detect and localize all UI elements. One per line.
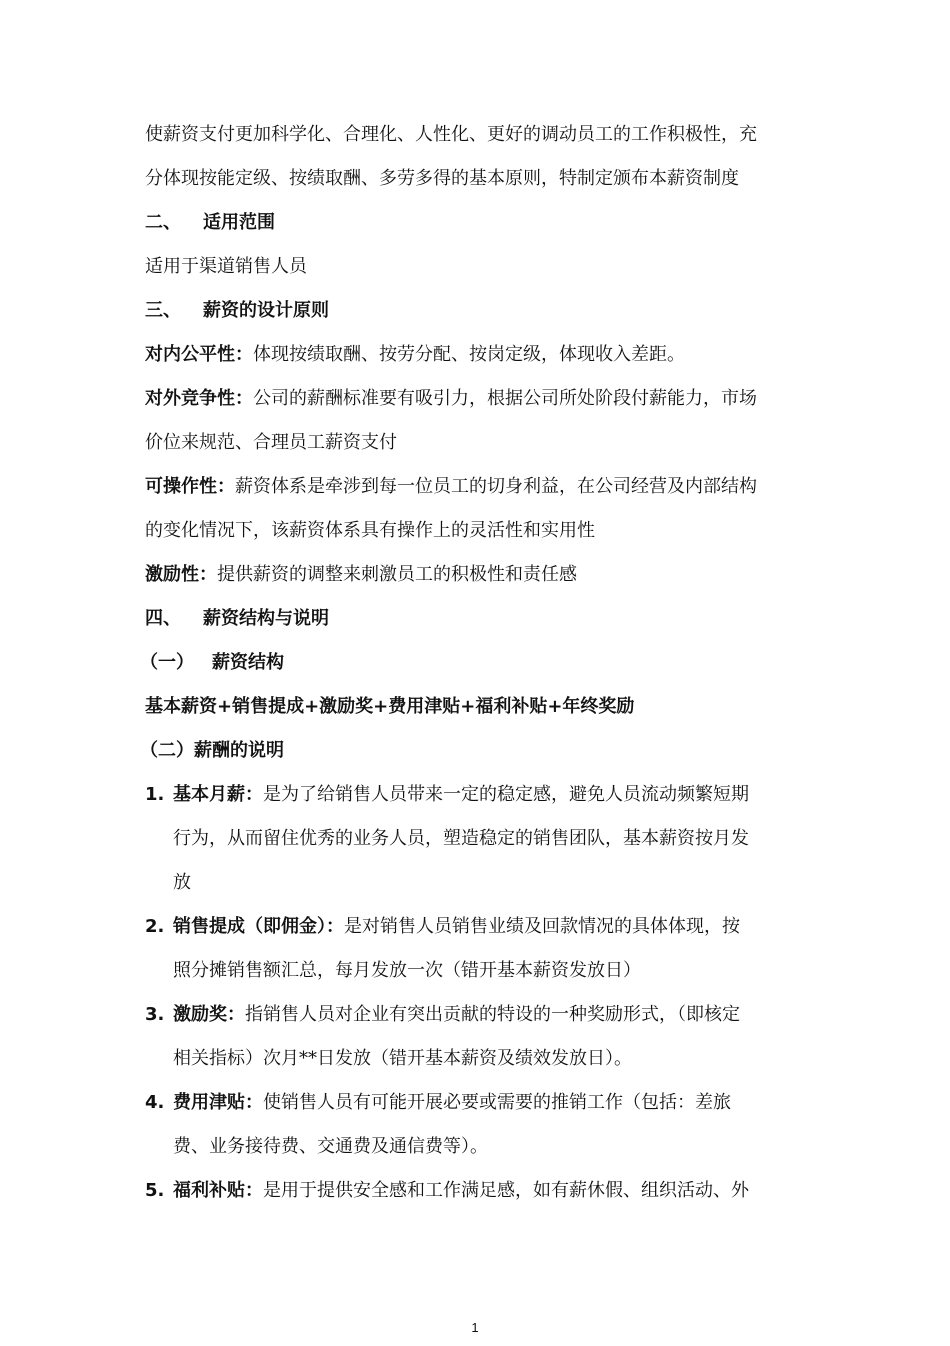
list-item-label: 费用津贴： (173, 1092, 263, 1113)
list-item (173, 1003, 740, 1027)
list-item (173, 1091, 731, 1115)
list-item-text: 是用于提供安全感和工作满足感，如有薪休假、组织活动、外 (263, 1180, 749, 1201)
principle-text-continued: 的变化情况下，该薪资体系具有操作上的灵活性和实用性 (145, 520, 595, 541)
section-heading-structure (145, 607, 329, 631)
list-item-text: 照分摊销售额汇总，每月发放一次（错开基本薪资发放日） (173, 960, 641, 981)
section-heading-scope (145, 211, 275, 235)
page-number: 1 (471, 1320, 479, 1335)
list-item-text: 相关指标）次月**日发放（错开基本薪资及绩效发放日）。 (173, 1048, 632, 1069)
list-item (173, 915, 740, 939)
section-title: 薪资的设计原则 (203, 300, 329, 321)
list-item (173, 1179, 749, 1203)
list-item-number: 5. (145, 1180, 165, 1201)
principle-text: 薪资体系是牵涉到每一位员工的切身利益，在公司经营及内部结构 (235, 476, 757, 497)
section-number: 二、 (145, 212, 181, 233)
subsection-heading-structure (140, 651, 284, 675)
list-item-text: 费、业务接待费、交通费及通信费等）。 (173, 1136, 488, 1157)
list-item-text: 是对销售人员销售业绩及回款情况的具体体现，按 (344, 916, 740, 937)
principle-label: 可操作性： (145, 476, 235, 497)
section-number: 三、 (145, 300, 181, 321)
section-heading-principles (145, 299, 329, 323)
scope-text: 适用于渠道销售人员 (145, 256, 307, 277)
list-item-text: 是为了给销售人员带来一定的稳定感，避免人员流动频繁短期 (263, 784, 749, 805)
subsection-title: 薪资结构 (212, 652, 284, 673)
list-item-number: 1. (145, 784, 165, 805)
intro-line-2: 分体现按能定级、按绩取酬、多劳多得的基本原则，特制定颁布本薪资制度 (145, 168, 739, 189)
section-title: 薪资结构与说明 (203, 608, 329, 629)
section-number: 四、 (145, 608, 181, 629)
principle-label: 对内公平性： (145, 344, 253, 365)
principle-text: 提供薪资的调整来刺激员工的积极性和责任感 (217, 564, 577, 585)
intro-line-1: 使薪资支付更加科学化、合理化、人性化、更好的调动员工的工作积极性，充 (145, 124, 757, 145)
subsection-number: （一） (140, 652, 194, 673)
principle-text: 公司的薪酬标准要有吸引力，根据公司所处阶段付薪能力，市场 (253, 388, 757, 409)
principle-text: 体现按绩取酬、按劳分配、按岗定级，体现收入差距。 (253, 344, 685, 365)
salary-formula: 基本薪资+销售提成+激励奖+费用津贴+福利补贴+年终奖励 (145, 696, 635, 717)
section-title: 适用范围 (203, 212, 275, 233)
list-item-label: 销售提成（即佣金）： (173, 916, 344, 937)
list-item-number: 2. (145, 916, 165, 937)
list-item-text: 行为，从而留住优秀的业务人员，塑造稳定的销售团队，基本薪资按月发 (173, 828, 749, 849)
principle-external-competitiveness (145, 387, 757, 411)
principle-label: 对外竞争性： (145, 388, 253, 409)
principle-operability (145, 475, 757, 499)
list-item (173, 783, 749, 807)
principle-text-continued: 价位来规范、合理员工薪资支付 (145, 432, 397, 453)
principle-incentive (145, 563, 577, 587)
list-item-number: 4. (145, 1092, 165, 1113)
subsection-heading-explanation: （二）薪酬的说明 (140, 740, 284, 761)
list-item-text: 指销售人员对企业有突出贡献的特设的一种奖励形式，（即核定 (245, 1004, 740, 1025)
list-item-label: 激励奖： (173, 1004, 245, 1025)
list-item-text: 使销售人员有可能开展必要或需要的推销工作（包括：差旅 (263, 1092, 731, 1113)
principle-internal-fairness (145, 343, 685, 367)
list-item-number: 3. (145, 1004, 165, 1025)
list-item-label: 基本月薪： (173, 784, 263, 805)
list-item-label: 福利补贴： (173, 1180, 263, 1201)
list-item-text: 放 (173, 872, 191, 893)
principle-label: 激励性： (145, 564, 217, 585)
